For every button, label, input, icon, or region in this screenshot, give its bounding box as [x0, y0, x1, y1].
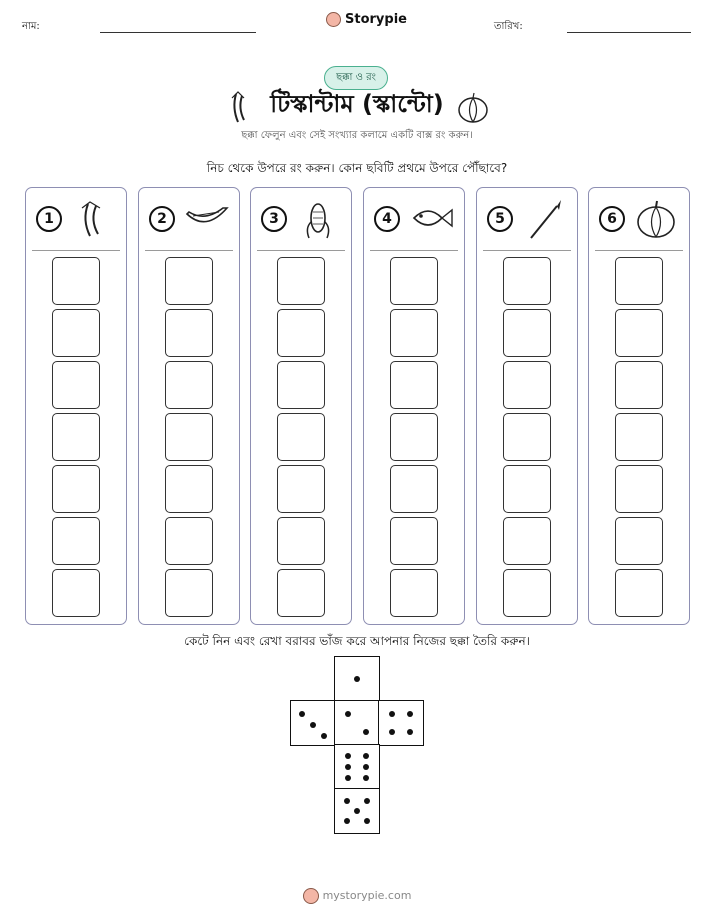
- color-box[interactable]: [165, 257, 213, 305]
- color-box[interactable]: [165, 309, 213, 357]
- color-box[interactable]: [615, 465, 663, 513]
- column-header: [589, 188, 689, 250]
- color-box[interactable]: [615, 517, 663, 565]
- pip: [363, 753, 369, 759]
- color-box[interactable]: [390, 517, 438, 565]
- pip: [354, 808, 360, 814]
- column-divider: [595, 250, 683, 251]
- category-badge: ছক্কা ও রং: [324, 66, 388, 90]
- footer-url: mystorypie.com: [322, 889, 412, 902]
- color-box[interactable]: [277, 569, 325, 617]
- column-divider: [145, 250, 233, 251]
- column-number: 4: [374, 206, 400, 232]
- color-box[interactable]: [390, 569, 438, 617]
- pumpkin-icon: [456, 90, 490, 124]
- pip: [354, 676, 360, 682]
- column-3: [250, 187, 352, 625]
- color-box[interactable]: [503, 569, 551, 617]
- column-1: [25, 187, 127, 625]
- fish-icon: [408, 198, 454, 240]
- column-number: 3: [261, 206, 287, 232]
- instruction: নিচ থেকে উপরে রং করুন। কোন ছবিটি প্রথমে উপরে পৌঁছাবে?: [206, 161, 508, 175]
- column-header: [26, 188, 126, 250]
- column-header: [477, 188, 577, 250]
- cut-instruction: কেটে নিন এবং রেখা বরাবর ভাঁজ করে আপনার নিজের ছক্কা তৈরি করুন।: [184, 634, 530, 648]
- column-4: [363, 187, 465, 625]
- beans-icon: [70, 198, 116, 240]
- die-face-2: [334, 700, 380, 746]
- color-box[interactable]: [503, 361, 551, 409]
- spear-icon: [521, 198, 567, 240]
- date-line[interactable]: [567, 32, 691, 33]
- pip: [321, 733, 327, 739]
- color-box[interactable]: [503, 257, 551, 305]
- pip: [310, 722, 316, 728]
- column-number: 2: [149, 206, 175, 232]
- color-box[interactable]: [277, 517, 325, 565]
- column-header: [364, 188, 464, 250]
- color-box[interactable]: [390, 413, 438, 461]
- column-number: 5: [487, 206, 513, 232]
- subtitle: ছক্কা ফেলুন এবং সেই সংখ্যার কলামে একটি বাক্স রং করুন।: [241, 130, 473, 141]
- column-6: [588, 187, 690, 625]
- date-label: তারিখ:: [494, 21, 523, 32]
- color-box[interactable]: [503, 517, 551, 565]
- color-box[interactable]: [503, 309, 551, 357]
- color-box[interactable]: [615, 569, 663, 617]
- die-face-5: [334, 788, 380, 834]
- color-box[interactable]: [165, 569, 213, 617]
- die-face-4: [378, 700, 424, 746]
- pip: [345, 711, 351, 717]
- pip: [389, 729, 395, 735]
- color-box[interactable]: [503, 465, 551, 513]
- pumpkin-icon: [633, 198, 679, 240]
- color-box[interactable]: [615, 257, 663, 305]
- color-box[interactable]: [277, 309, 325, 357]
- color-box[interactable]: [277, 413, 325, 461]
- color-box[interactable]: [165, 413, 213, 461]
- pip: [344, 798, 350, 804]
- column-number: 6: [599, 206, 625, 232]
- name-label: নাম:: [22, 21, 40, 32]
- column-header: [251, 188, 351, 250]
- pip: [363, 775, 369, 781]
- column-number: 1: [36, 206, 62, 232]
- die-face-3: [290, 700, 336, 746]
- canoe-icon: [183, 198, 229, 240]
- color-box[interactable]: [615, 309, 663, 357]
- color-box[interactable]: [52, 361, 100, 409]
- color-box[interactable]: [165, 361, 213, 409]
- pip: [407, 729, 413, 735]
- page-title: টিস্কান্টাম (স্কান্টো): [270, 90, 444, 118]
- color-box[interactable]: [277, 465, 325, 513]
- pip: [345, 775, 351, 781]
- storypie-logo: [326, 12, 407, 27]
- column-divider: [483, 250, 571, 251]
- color-box[interactable]: [165, 517, 213, 565]
- color-box[interactable]: [390, 465, 438, 513]
- color-box[interactable]: [390, 257, 438, 305]
- pip: [344, 818, 350, 824]
- column-divider: [257, 250, 345, 251]
- color-box[interactable]: [52, 569, 100, 617]
- color-box[interactable]: [277, 361, 325, 409]
- color-box[interactable]: [503, 413, 551, 461]
- color-box[interactable]: [52, 413, 100, 461]
- color-box[interactable]: [165, 465, 213, 513]
- pip: [407, 711, 413, 717]
- pip: [364, 798, 370, 804]
- pip: [389, 711, 395, 717]
- color-box[interactable]: [52, 309, 100, 357]
- pip: [299, 711, 305, 717]
- color-box[interactable]: [615, 361, 663, 409]
- bear-icon: [326, 12, 341, 27]
- pip: [364, 818, 370, 824]
- pip: [345, 753, 351, 759]
- footer: [0, 888, 714, 904]
- color-box[interactable]: [52, 517, 100, 565]
- column-header: [139, 188, 239, 250]
- pip: [345, 764, 351, 770]
- die-face-6: [334, 744, 380, 790]
- corn-icon: [295, 198, 341, 240]
- color-box[interactable]: [615, 413, 663, 461]
- color-box[interactable]: [390, 309, 438, 357]
- pip: [363, 729, 369, 735]
- column-2: [138, 187, 240, 625]
- color-box[interactable]: [52, 465, 100, 513]
- column-divider: [370, 250, 458, 251]
- name-line[interactable]: [100, 32, 256, 33]
- pip: [363, 764, 369, 770]
- bear-icon: [303, 888, 319, 904]
- color-box[interactable]: [52, 257, 100, 305]
- color-box[interactable]: [277, 257, 325, 305]
- color-box[interactable]: [390, 361, 438, 409]
- column-divider: [32, 250, 120, 251]
- column-5: [476, 187, 578, 625]
- logo-text: Storypie: [345, 12, 407, 27]
- die-face-1: [334, 656, 380, 702]
